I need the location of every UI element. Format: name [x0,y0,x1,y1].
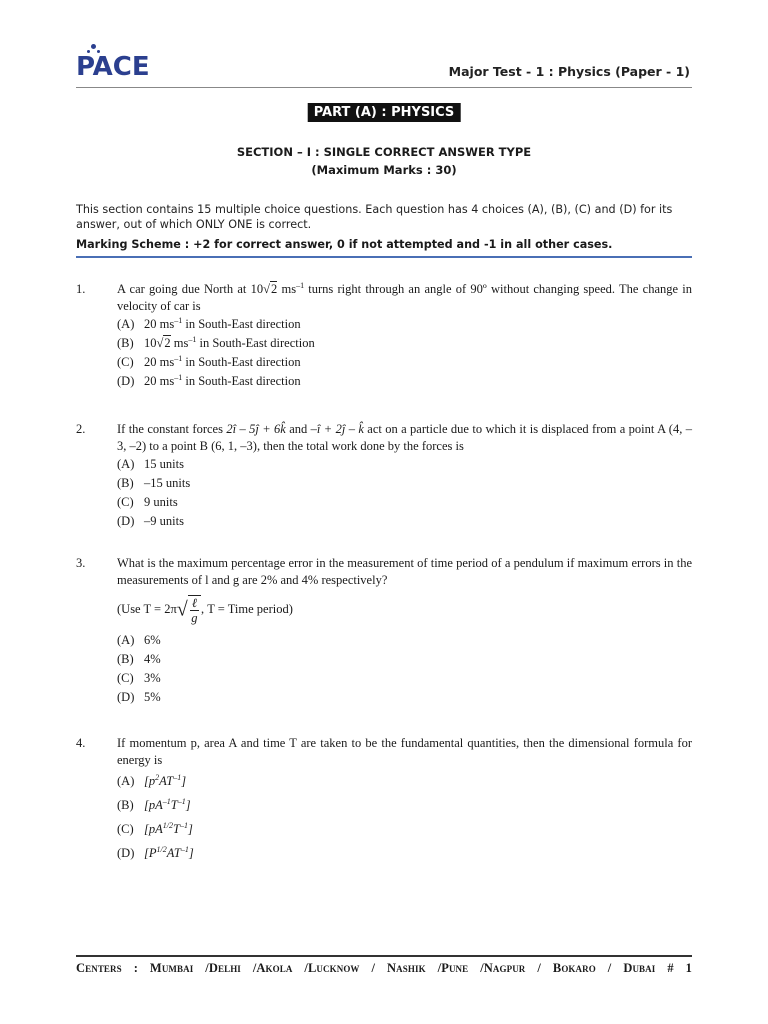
option-d[interactable]: (D) 5% [117,690,161,704]
question-text: If momentum p, area A and time T are taken to be the fundamental quantities, then the dimensional formula for energy is [117,736,692,767]
question-number: 3. [76,556,86,570]
section-marks: (Maximum Marks : 30) [311,163,457,177]
sqrt-symbol: √ [263,282,270,296]
question-4 [76,735,692,863]
option-b[interactable]: (B) 4% [117,652,161,666]
option-d[interactable]: (D) $[P^{1/2}AT^{-1}]$ [117,845,194,860]
option-c[interactable]: (C) 3% [117,671,161,685]
section-title: SECTION – I : SINGLE CORRECT ANSWER TYPE [236,145,532,159]
footer-centers: Centers : Mumbai /Delhi /Akola /Lucknow / Nashik /Pune /Nagpur / Bokaro / Dubai # 1 [76,961,692,975]
option-d[interactable]: (D) –9 units [117,514,184,528]
header-divider [76,87,692,88]
question-2 [76,421,692,531]
question-1 [76,281,692,391]
option-c[interactable]: (C) 20 $ms^{-1}$ in South-East direction [117,354,301,369]
option-b[interactable]: (B) –15 units [117,476,191,490]
option-b[interactable]: (B) $[pA^{-1}T^{-1}]$ [117,797,191,812]
option-c[interactable]: (C) 9 units [117,495,178,509]
option-a[interactable]: (A) 6% [117,633,161,647]
section-intro: This section contains 15 multiple choice questions. Each question has 4 choices (A), (B), (C) and (D) for its answer, out of which ONLY ONE is correct. [76,203,673,231]
footer-divider [76,955,692,957]
option-a[interactable]: (A) 20 $ms^{-1}$ in South-East direction [117,316,301,331]
question-number: 4. [76,736,86,750]
test-title: Major Test - 1 : Physics (Paper - 1) [448,64,690,79]
option-b[interactable]: (B) 10√2 $ms^{-1}$ in South-East direction [117,335,315,350]
logo-text: PACE [76,52,150,82]
pace-logo [76,42,156,82]
question-text: What is the maximum percentage error in the measurement of time period of a pendulum if maximum errors in the measurements of l and g are 2% and 4% respectively? [117,556,692,587]
question-hint: (Use T = 2π√ $\frac{\text{ℓ}}{g}$ , T = Time period) [117,596,293,625]
sqrt-symbol: √ [156,336,164,350]
question-text: If the constant forces 2î – 5ĵ + 6k̂ and –î + 2ĵ – k̂ act on a particle due to which it is displaced from a point A (4, –3, –2) to a point B (6, 1, –3), then the total work done by the forces is [117,422,692,453]
part-label: PART (A) : PHYSICS [308,103,461,122]
marking-scheme: Marking Scheme : +2 for correct answer, 0 if not attempted and -1 in all other cases. [76,238,613,251]
logo-dot-icon [91,44,96,49]
option-c[interactable]: (C) $[pA^{1/2}T^{-1}]$ [117,821,193,836]
option-d[interactable]: (D) 20 $ms^{-1}$ in South-East direction [117,373,301,388]
option-a[interactable]: (A) $[p^2AT^{-1}]$ [117,773,187,788]
question-number: 2. [76,422,86,436]
section-divider [76,256,692,258]
sqrt-symbol: √ [176,598,188,621]
question-3 [76,555,692,707]
option-a[interactable]: (A) 15 units [117,457,184,471]
question-number: 1. [76,282,86,296]
question-text: A car going due North at 10√2 $ms^{-1}$ turns right through an angle of 90º without changing speed. The change in velocity of car is [117,281,692,313]
